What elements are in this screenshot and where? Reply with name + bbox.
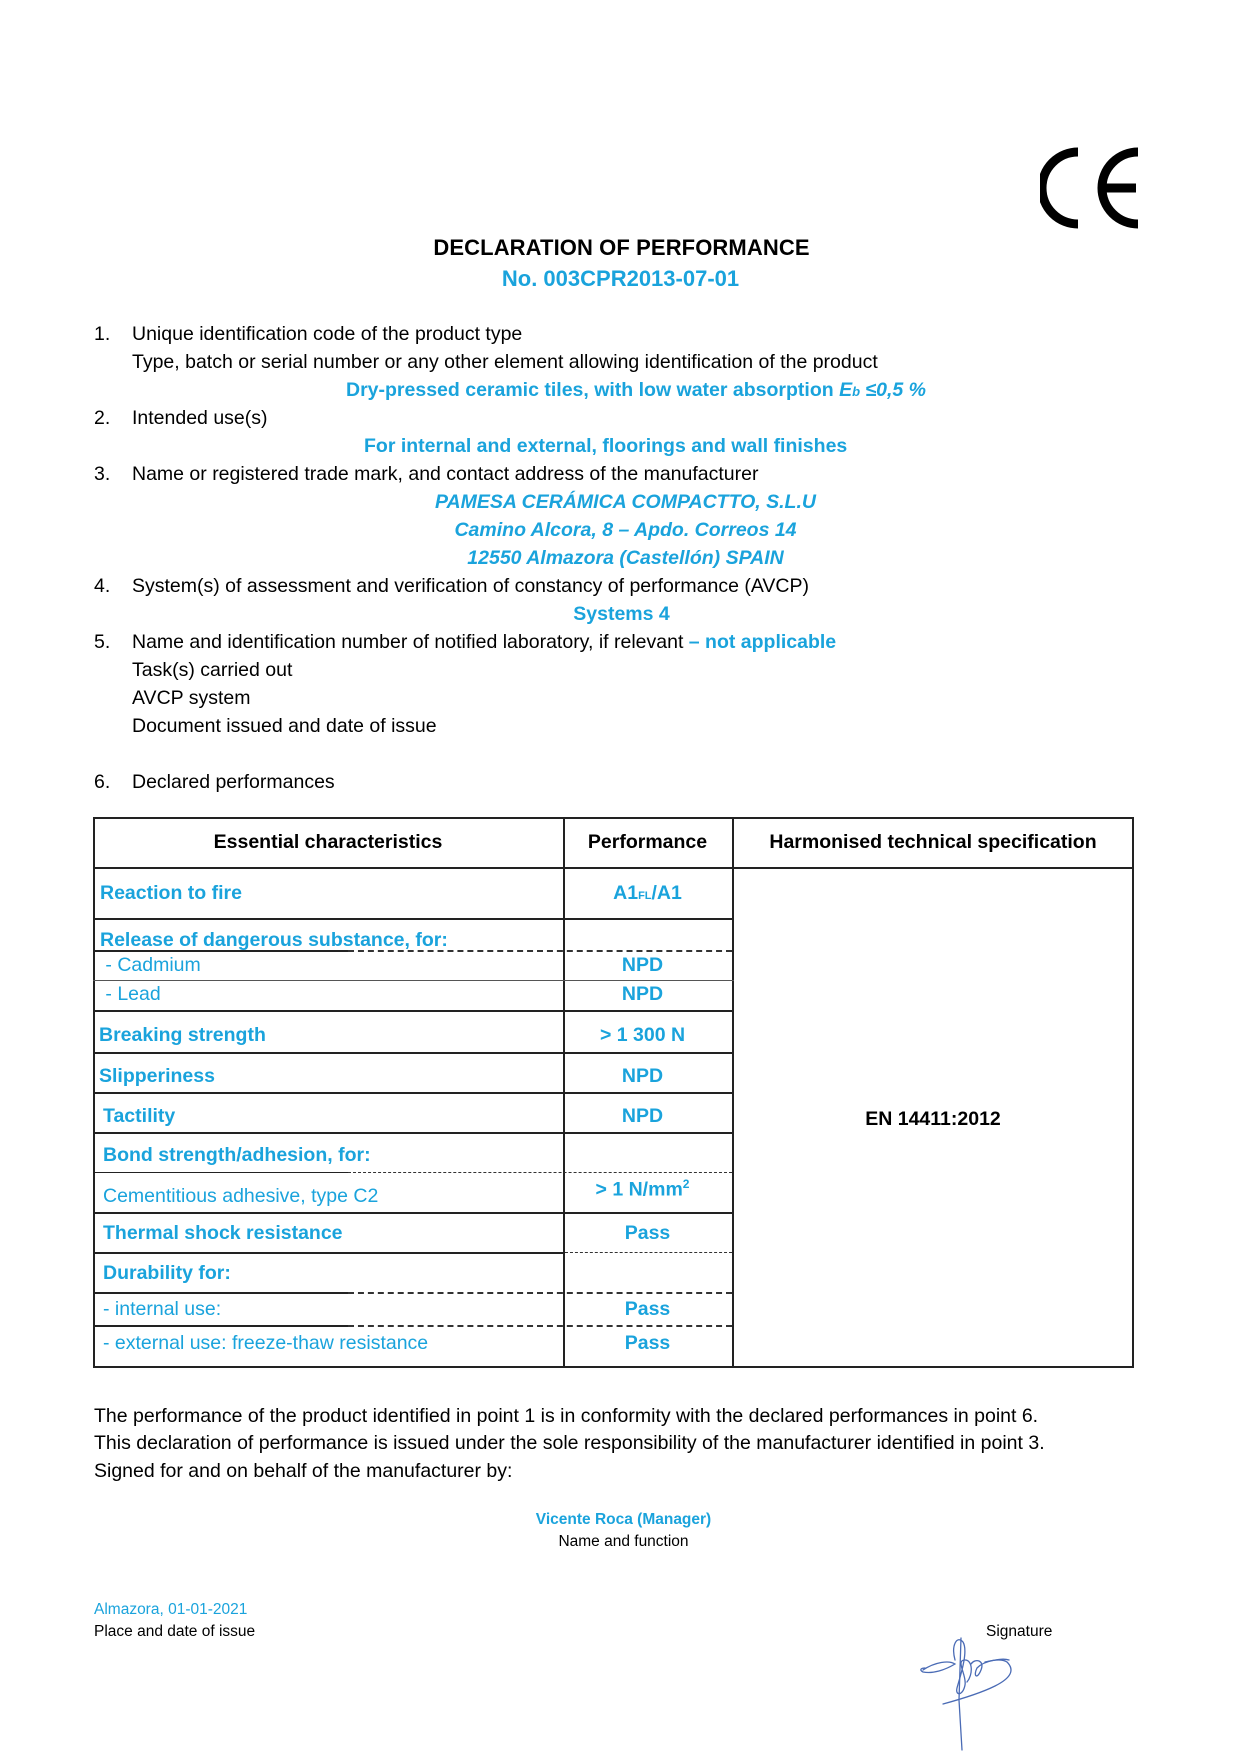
row-divider xyxy=(93,1010,734,1012)
absorption-value: ≤0,5 % xyxy=(860,379,927,401)
row-divider xyxy=(93,1212,734,1214)
section-2-label: Intended use(s) xyxy=(132,407,268,429)
section-4-label: System(s) of assessment and verification of constancy of performance (AVCP) xyxy=(132,575,809,597)
row-divider xyxy=(93,918,734,920)
performance-cadmium: NPD xyxy=(621,954,664,976)
section-6-number: 6. xyxy=(94,771,111,793)
table-border-bottom xyxy=(93,1366,1134,1368)
table-border-top xyxy=(93,817,1134,819)
characteristic-cementitious-adhesive: Cementitious adhesive, type C2 xyxy=(103,1185,379,1207)
performance-tactility: NPD xyxy=(621,1105,664,1127)
row-divider-dashed xyxy=(348,1172,732,1173)
performance-class-tail: /A1 xyxy=(651,882,682,904)
ce-mark-icon xyxy=(1040,146,1146,230)
document-title xyxy=(0,235,1241,261)
section-1-label: Unique identification code of the product type xyxy=(132,323,523,345)
harmonised-spec-value: EN 14411:2012 xyxy=(865,1108,1001,1130)
characteristic-external-use: - external use: freeze-thaw resistance xyxy=(103,1332,429,1354)
signer-caption: Name and function xyxy=(558,1533,689,1550)
absorption-symbol-subscript: b xyxy=(852,384,861,399)
row-divider xyxy=(93,1172,348,1173)
performance-class-subscript: FL xyxy=(638,890,652,902)
place-date-caption: Place and date of issue xyxy=(94,1623,256,1640)
section-3-number: 3. xyxy=(94,463,111,485)
signature-icon xyxy=(915,1630,1065,1755)
characteristic-cadmium: - Cadmium xyxy=(100,954,201,976)
performance-lead: NPD xyxy=(621,983,664,1005)
signature-caption: Signature xyxy=(986,1623,1053,1640)
row-divider-dashed xyxy=(348,1325,732,1327)
signed-by-statement: Signed for and on behalf of the manufacturer by: xyxy=(94,1460,513,1482)
section-1-value xyxy=(346,379,926,403)
document-number: No. 003CPR2013-07-01 xyxy=(501,266,740,291)
responsibility-statement: This declaration of performance is issued under the sole responsibility of the manufacturer identified in point 3. xyxy=(94,1432,1045,1454)
performance-slipperiness: NPD xyxy=(621,1065,664,1087)
section-1-number: 1. xyxy=(94,323,111,345)
performance-breaking-strength: > 1 300 N xyxy=(599,1024,686,1046)
row-divider xyxy=(93,1132,734,1134)
place-date-value: Almazora, 01-01-2021 xyxy=(94,1601,248,1618)
row-divider xyxy=(93,1052,734,1054)
characteristic-reaction-to-fire: Reaction to fire xyxy=(100,882,242,904)
header-essential-characteristics: Essential characteristics xyxy=(213,831,443,853)
section-2-value: For internal and external, floorings and wall finishes xyxy=(364,435,848,457)
section-5-line-2: Task(s) carried out xyxy=(132,659,293,681)
performance-thermal-shock: Pass xyxy=(624,1222,671,1244)
table-border-right xyxy=(1132,817,1134,1368)
section-5-line-3: AVCP system xyxy=(132,687,251,709)
performance-reaction-to-fire xyxy=(563,882,732,905)
characteristic-tactility: Tactility xyxy=(103,1105,176,1127)
row-divider xyxy=(93,1292,348,1294)
characteristic-lead: - Lead xyxy=(100,983,161,1005)
section-5-number: 5. xyxy=(94,631,111,653)
manufacturer-address-1: Camino Alcora, 8 – Apdo. Correos 14 xyxy=(454,519,797,541)
row-divider xyxy=(93,1092,734,1094)
performance-cementitious-adhesive xyxy=(558,1177,727,1202)
manufacturer-address-2: 12550 Almazora (Castellón) SPAIN xyxy=(467,547,784,569)
row-divider xyxy=(93,1325,348,1327)
section-5-value: – not applicable xyxy=(688,631,837,653)
section-5-line-4: Document issued and date of issue xyxy=(132,715,437,737)
section-1-sublabel: Type, batch or serial number or any other element allowing identification of the product xyxy=(132,351,878,373)
header-performance: Performance xyxy=(587,831,708,853)
product-description: Dry-pressed ceramic tiles, with low water absorption xyxy=(346,379,840,401)
section-5-label xyxy=(132,631,836,653)
performance-external-use: Pass xyxy=(624,1332,671,1354)
row-divider xyxy=(93,980,734,981)
absorption-symbol xyxy=(839,379,926,401)
row-divider xyxy=(93,1252,565,1254)
document-title-text: DECLARATION OF PERFORMANCE xyxy=(433,235,810,260)
conformity-statement: The performance of the product identified in point 1 is in conformity with the declared performances in point 6. xyxy=(94,1405,1039,1427)
characteristic-internal-use: - internal use: xyxy=(103,1298,222,1320)
section-4-number: 4. xyxy=(94,575,111,597)
section-6-label: Declared performances xyxy=(132,771,335,793)
performance-internal-use: Pass xyxy=(624,1298,671,1320)
adhesion-value: > 1 N/mm xyxy=(595,1178,683,1201)
manufacturer-name: PAMESA CERÁMICA COMPACTTO, S.L.U xyxy=(435,491,816,513)
characteristic-durability: Durability for: xyxy=(103,1262,231,1284)
header-divider xyxy=(93,867,1134,869)
adhesion-unit-exponent: 2 xyxy=(682,1177,690,1191)
section-2-number: 2. xyxy=(94,407,111,429)
characteristic-breaking-strength: Breaking strength xyxy=(99,1024,266,1046)
section-5-label-text: Name and identification number of notified laboratory, if relevant xyxy=(132,631,689,653)
characteristic-thermal-shock: Thermal shock resistance xyxy=(103,1222,343,1244)
section-4-value: Systems 4 xyxy=(573,603,670,625)
performance-table xyxy=(93,817,1134,1368)
performance-class: A1 xyxy=(613,882,639,904)
characteristic-bond-strength: Bond strength/adhesion, for: xyxy=(103,1144,371,1166)
signer-name: Vicente Roca (Manager) xyxy=(535,1511,712,1528)
header-harmonised-spec: Harmonised technical specification xyxy=(769,831,1097,853)
characteristic-release-dangerous-substance: Release of dangerous substance, for: xyxy=(100,929,448,951)
absorption-symbol-letter: E xyxy=(839,379,853,401)
section-3-label: Name or registered trade mark, and contact address of the manufacturer xyxy=(132,463,759,485)
characteristic-slipperiness: Slipperiness xyxy=(99,1065,215,1087)
row-divider-dashed xyxy=(348,1292,732,1294)
row-divider-dashed xyxy=(565,1252,732,1253)
